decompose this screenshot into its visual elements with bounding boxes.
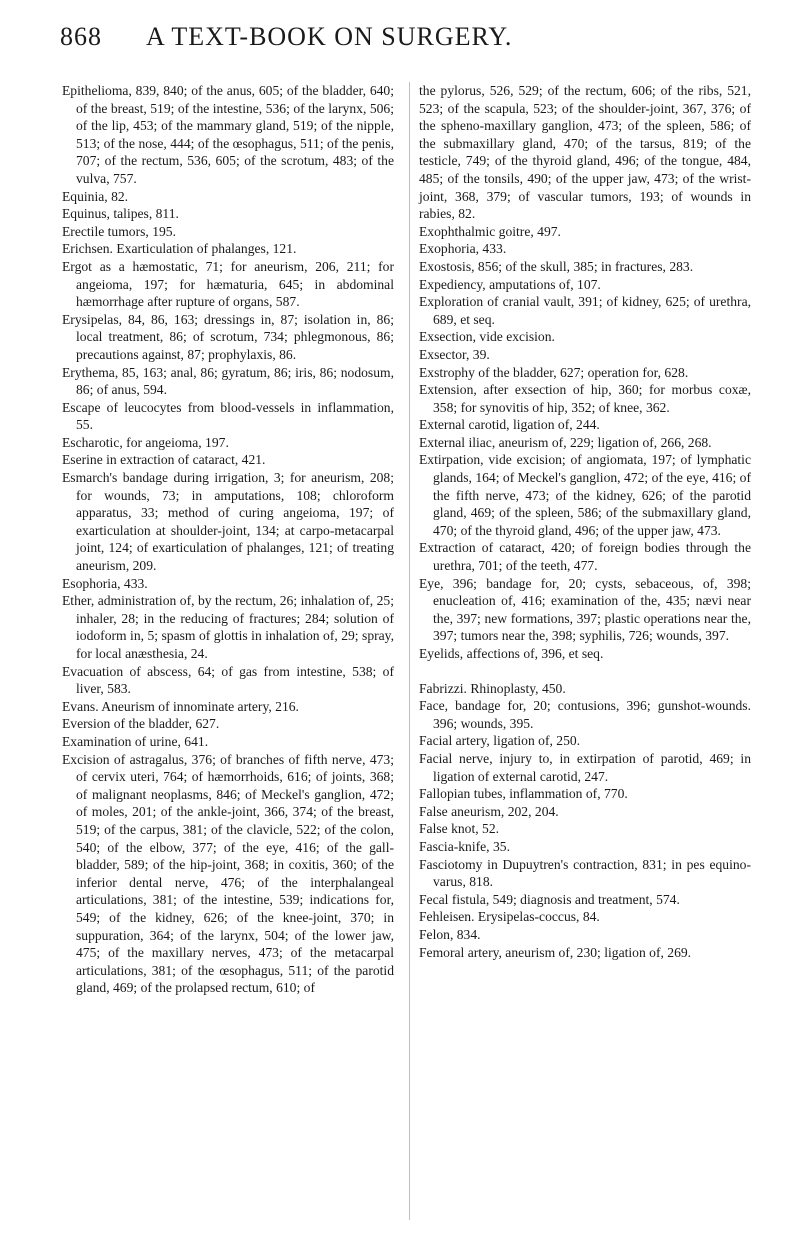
index-entry: Extraction of cataract, 420; of foreign bodies through the urethra, 701; of the teeth, 477. xyxy=(419,540,751,574)
index-entry: Face, bandage for, 20; contusions, 396; gunshot-wounds. 396; wounds, 395. xyxy=(419,698,751,731)
index-entry-continued: the pylorus, 526, 529; of the rectum, 606; of the ribs, 521, 523; of the scapula, 523; of the shoulder-joint, 367, 376; of the spheno-maxillary ganglion, 473; of the spleen, 586; of the submaxillary gland, 470; of the tarsus, 819; of the testicle, 749; of the thyroid gland, 496; of the tongue, 484, 485; of the tonsils, 490; of the upper jaw, 473; of the wrist-joint, 368, 379; of vascular tumors, 193; of wounds in rabies, 82. xyxy=(419,83,751,222)
index-entry: Facial nerve, injury to, in extirpation of parotid, 469; in ligation of external carotid, 247. xyxy=(419,750,751,784)
index-entry: Eversion of the bladder, 627. xyxy=(62,716,220,732)
letter-section-gap xyxy=(419,663,751,680)
index-entry: Epithelioma, 839, 840; of the anus, 605; of the bladder, 640; of the breast, 519; of the intestine, 536; of the larynx, 506; of the lip, 453; of the mammary gland, 519; of the nipple, 513; of the nose, 444; of the œsophagus, 511; of the penis, 707; of the rectum, 536, 605; of the scrotum, 483; of the vulva, 757. xyxy=(62,83,394,186)
index-entry: External iliac, aneurism of, 229; ligation of, 266, 268. xyxy=(419,434,712,450)
index-entry: Eye, 396; bandage for, 20; cysts, sebaceous, of, 398; enucleation of, 416; examination of the, 435; nævi near the, 397; new formations, 397; plastic operations near the, 397; tumors near the, 398; syphilis, 726; wounds, 397. xyxy=(419,575,751,644)
index-entry: Fallopian tubes, inflammation of, 770. xyxy=(419,786,628,802)
index-entry: Exophoria, 433. xyxy=(419,241,507,257)
index-entry: Evacuation of abscess, 64; of gas from intestine, 538; of liver, 583. xyxy=(62,663,394,697)
index-entry: Ergot as a hæmostatic, 71; for aneurism, 206, 211; for angeioma, 197; for hæmaturia, 645; in abdominal hæmorrhage after rupture of organs, 587. xyxy=(62,258,394,310)
index-entry: Erythema, 85, 163; anal, 86; gyratum, 86; iris, 86; nodosum, 86; of anus, 594. xyxy=(62,364,394,398)
index-entry: Examination of urine, 641. xyxy=(62,733,209,749)
index-entry: Equinus, talipes, 811. xyxy=(62,206,179,222)
index-entry: Eserine in extraction of cataract, 421. xyxy=(62,452,266,468)
index-entry: Fasciotomy in Dupuytren's contraction, 831; in pes equino-varus, 818. xyxy=(419,856,751,890)
index-entry: Felon, 834. xyxy=(419,926,481,942)
index-entry: False aneurism, 202, 204. xyxy=(419,803,559,819)
index-entry: Erectile tumors, 195. xyxy=(62,223,177,239)
index-entry: Fascia-knife, 35. xyxy=(419,838,510,854)
index-entry: Fabrizzi. Rhinoplasty, 450. xyxy=(419,680,566,696)
index-entry: False knot, 52. xyxy=(419,821,500,837)
index-entry: External carotid, ligation of, 244. xyxy=(419,417,600,433)
index-entry: Exsector, 39. xyxy=(419,346,490,362)
index-entry: Erysipelas, 84, 86, 163; dressings in, 87; isolation in, 86; local treatment, 86; of scrotum, 734; phlegmonous, 86; precautions against, 87; prophylaxis, 86. xyxy=(62,311,394,362)
index-entry: Erichsen. Exarticulation of phalanges, 121. xyxy=(62,241,297,257)
running-head: A TEXT-BOOK ON SURGERY. xyxy=(146,22,513,51)
page-header xyxy=(60,22,745,62)
index-entry: Exophthalmic goitre, 497. xyxy=(419,223,561,239)
index-entry: Exploration of cranial vault, 391; of kidney, 625; of urethra, 689, et seq. xyxy=(419,294,751,327)
index-entry: Fehleisen. Erysipelas-coccus, 84. xyxy=(419,909,600,925)
index-entry: Fecal fistula, 549; diagnosis and treatment, 574. xyxy=(419,891,680,907)
index-entry: Facial artery, ligation of, 250. xyxy=(419,733,581,749)
index-entry: Femoral artery, aneurism of, 230; ligation of, 269. xyxy=(419,944,692,960)
index-entry: Ether, administration of, by the rectum, 26; inhalation of, 25; inhaler, 28; in the reducing of fractures; 284; solution of iodoform in, 5; spasm of glottis in inhalation of, 29; spray, for local anæsthesia, 24. xyxy=(62,593,394,661)
left-column xyxy=(62,82,394,997)
index-entry: Equinia, 82. xyxy=(62,188,129,204)
index-columns xyxy=(62,82,752,1222)
index-entry: Escape of leucocytes from blood-vessels in inflammation, 55. xyxy=(62,399,394,433)
index-entry: Esophoria, 433. xyxy=(62,575,148,591)
page-number: 868 xyxy=(60,22,102,51)
index-entry: Exostosis, 856; of the skull, 385; in fractures, 283. xyxy=(419,258,694,274)
index-entry: Escharotic, for angeioma, 197. xyxy=(62,434,229,450)
index-entry: Exstrophy of the bladder, 627; operation for, 628. xyxy=(419,364,689,380)
column-divider xyxy=(409,82,410,1220)
index-entry: Extirpation, vide excision; of angiomata, 197; of lymphatic glands, 164; of Meckel's ganglion, 472; of the eye, 416; of the fifth nerve, 473; of the kidney, 626; of the parotid gland, 469; of the spleen, 586; of the submaxillary gland, 470; of the thyroid gland, 496; of the upper jaw, 473. xyxy=(419,452,751,538)
index-entry: Exsection, vide excision. xyxy=(419,329,555,345)
index-entry: Esmarch's bandage during irrigation, 3; for aneurism, 208; for wounds, 73; in amputations, 108; chloroform apparatus, 33; method of curing angeioma, 197; of exarticulation at shoulder-joint, 134; at carpo-metacarpal joint, 124; of exarticulation of phalanges, 121; of treating aneurism, 209. xyxy=(62,470,394,574)
index-entry: Extension, after exsection of hip, 360; for morbus coxæ, 358; for synovitis of hip, 352; of knee, 362. xyxy=(419,382,751,415)
index-entry: Evans. Aneurism of innominate artery, 216. xyxy=(62,698,299,714)
index-entry: Expediency, amputations of, 107. xyxy=(419,276,601,292)
right-column xyxy=(419,82,751,961)
index-entry: Excision of astragalus, 376; of branches of fifth nerve, 473; of cervix uteri, 764; of hæmorrhoids, 616; of joints, 368; of malignant neoplasms, 846; of Meckel's ganglion, 472; of moles, 201; of the ankle-joint, 366, 374; of the breast, 519; of the carpus, 381; of the clavicle, 522; of the colon, 540; of the elbow, 377; of the eye, 416; of the gall-bladder, 589; of the hip-joint, 368; in coxitis, 360; of the inferior dental nerve, 476; of the interphalangeal articulations, 381; of the intestine, 539; indications for, 549; of the kidney, 626; of the knee-joint, 370; in suppuration, 364; of the larynx, 504; of the lower jaw, 475; of the maxillary nerves, 473; of the metacarpal articulations, 381; of the œsophagus, 511; of the parotid gland, 469; of the prolapsed rectum, 610; of xyxy=(62,751,394,996)
index-entry: Eyelids, affections of, 396, et seq. xyxy=(419,646,604,661)
